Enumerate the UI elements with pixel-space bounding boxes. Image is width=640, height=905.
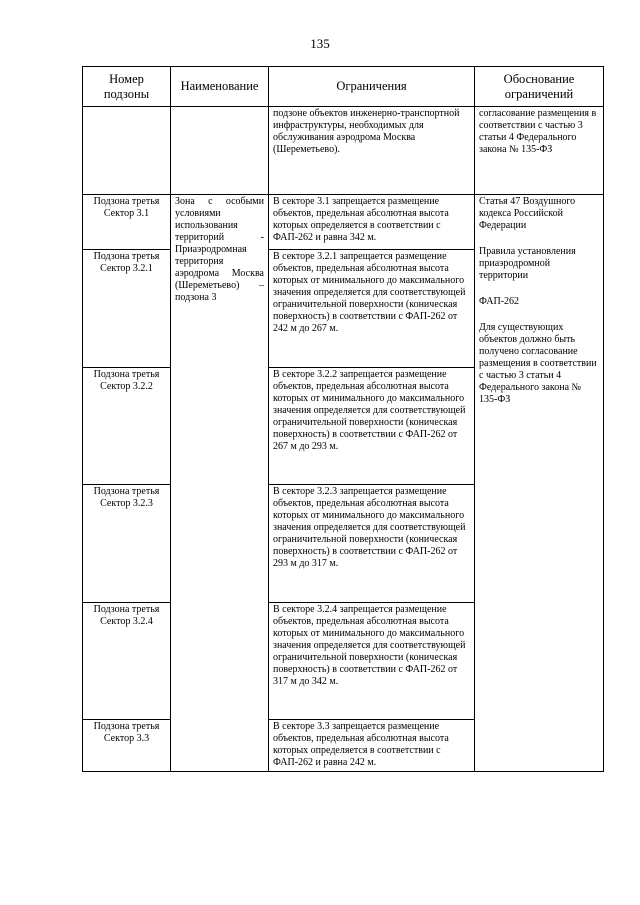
subzone-number: Подзона третья Сектор 3.3 (83, 720, 171, 772)
table-header-row (83, 67, 604, 107)
restriction-text: В секторе 3.1 запрещается размещение объектов, предельная абсолютная высота которых определяется в соответствии с ФАП-262 и равна 342 м. (269, 195, 475, 250)
subzone-number: Подзона третья Сектор 3.2.1 (83, 250, 171, 368)
basis-item: Для существующих объектов должно быть получено согласование размещения в соответствии с частью 3 статьи 4 Федерального закона № 135-ФЗ (479, 322, 597, 405)
basis-cell (475, 195, 604, 772)
subzone-number: Подзона третья Сектор 3.2.3 (83, 485, 171, 603)
restriction-text: В секторе 3.2.1 запрещается размещение объектов, предельная абсолютная высота которых от минимального до максимального значения определяется для соответствующей ограничительной поверхности (коническая поверхность) в соответствии с ФАП-262 от 242 м до 267 м. (269, 250, 475, 368)
basis-item: Статья 47 Воздушного кодекса Российской Федерации (479, 196, 576, 231)
zone-name: Зона с особыми условиями использования территорий - Приаэродромная территория аэродрома Москва (Шереметьево) – подзона 3 (171, 195, 269, 772)
restriction-text: В секторе 3.3 запрещается размещение объектов, предельная абсолютная высота которых определяется в соответствии с ФАП-262 и равна 242 м. (269, 720, 475, 772)
header-basis: Обоснование ограничений (475, 67, 604, 107)
restriction-text: В секторе 3.2.4 запрещается размещение объектов, предельная абсолютная высота которых от минимального до максимального значения определяется для соответствующей ограничительной поверхности (коническая поверхность) в соответствии с ФАП-262 от 317 м до 342 м. (269, 603, 475, 720)
continuation-basis: согласование размещения в соответствии с частью 3 статьи 4 Федерального закона № 135-ФЗ (475, 107, 604, 195)
restriction-text: В секторе 3.2.3 запрещается размещение объектов, предельная абсолютная высота которых от минимального до максимального значения определяется для соответствующей ограничительной поверхности (коническая поверхность) в соответствии с ФАП-262 от 293 м до 317 м. (269, 485, 475, 603)
page-number: 135 (310, 36, 330, 51)
restriction-text: В секторе 3.2.2 запрещается размещение объектов, предельная абсолютная высота которых от минимального до максимального значения определяется для соответствующей ограничительной поверхности (коническая поверхность) в соответствии с ФАП-262 от 267 м до 293 м. (269, 368, 475, 485)
header-restrictions: Ограничения (269, 67, 475, 107)
basis-item: ФАП-262 (479, 296, 520, 307)
basis-item: Правила установления приаэродромной территории (479, 246, 576, 281)
restrictions-table (82, 66, 604, 772)
cell-empty (83, 107, 171, 195)
continuation-restriction: подзоне объектов инженерно-транспортной инфраструктуры, необходимых для обслуживания аэродрома Москва (Шереметьево). (269, 107, 475, 195)
table-row (83, 195, 604, 250)
subzone-number: Подзона третья Сектор 3.1 (83, 195, 171, 250)
subzone-number: Подзона третья Сектор 3.2.4 (83, 603, 171, 720)
header-name: Наименование (171, 67, 269, 107)
table-row-continuation (83, 107, 604, 195)
cell-empty (171, 107, 269, 195)
header-subzone-number: Номер подзоны (83, 67, 171, 107)
subzone-number: Подзона третья Сектор 3.2.2 (83, 368, 171, 485)
